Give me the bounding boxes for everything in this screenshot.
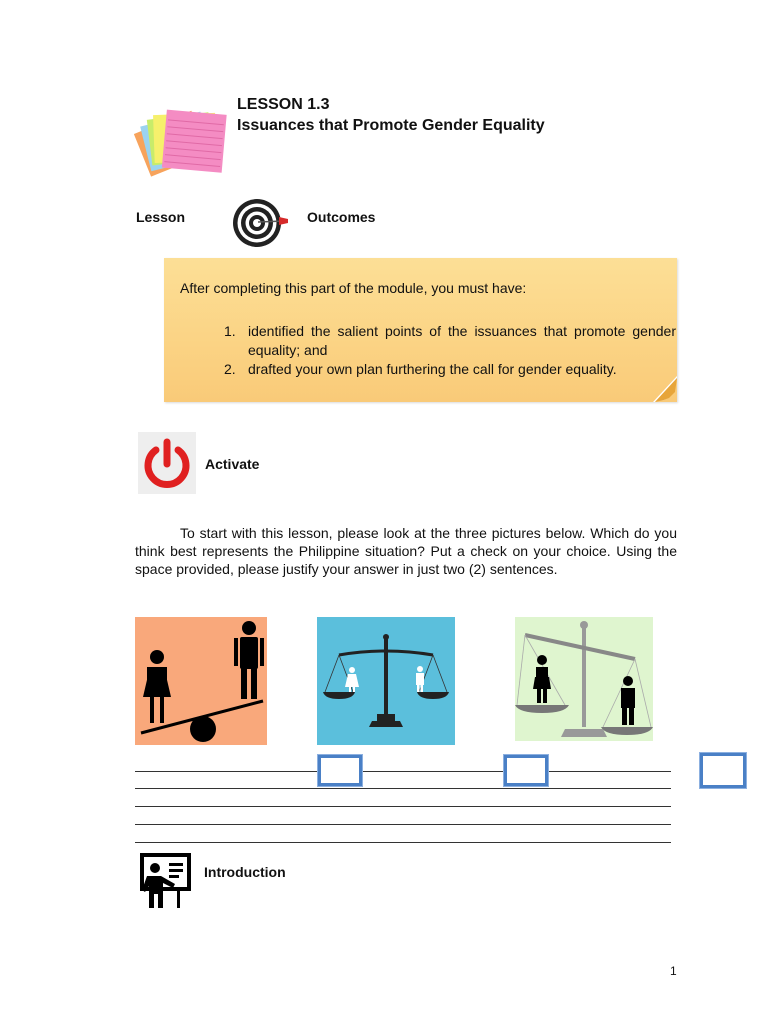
outcomes-card [164,258,677,402]
outcome-number: 1. [224,323,236,339]
lesson-label: Lesson [136,209,186,225]
balanced-scale-image [317,617,455,745]
power-icon [138,432,196,494]
outcome-number: 2. [224,361,236,377]
answer-line[interactable] [135,806,671,807]
outcome-item [224,360,676,379]
activate-label: Activate [205,456,260,472]
seesaw-inequality-image [135,617,267,745]
answer-line[interactable] [135,771,671,772]
instructions-text: To start with this lesson, please look at the three pictures below. Which do you think best represents the Philippine situation? Put a check on your choice. Using the space provided, please justify your answer in just two (2) sentences. [135,525,677,577]
outcomes-list [224,322,676,379]
outcome-item [224,322,676,360]
target-icon [232,197,290,249]
answer-line[interactable] [135,824,671,825]
sticky-notes-icon [134,104,230,180]
tilted-scale-image [515,617,653,741]
introduction-label: Introduction [204,864,286,880]
answer-line[interactable] [135,842,671,843]
checkbox-picture-3[interactable] [700,753,746,788]
checkbox-picture-1[interactable] [318,755,362,786]
activate-instructions [135,524,677,578]
outcomes-intro: After completing this part of the module, you must have: [180,280,527,296]
outcome-text: identified the salient points of the issuances that promote gender equality; and [248,323,676,358]
lesson-title: Issuances that Promote Gender Equality [237,117,545,134]
outcome-text: drafted your own plan furthering the call for gender equality. [248,361,617,377]
checkbox-picture-2[interactable] [504,755,548,786]
page-curl-icon [653,376,679,402]
lesson-number: LESSON 1.3 [237,96,330,113]
answer-line[interactable] [135,788,671,789]
presenter-icon [139,852,193,910]
outcomes-label: Outcomes [307,209,376,225]
page-number: 1 [670,964,677,978]
